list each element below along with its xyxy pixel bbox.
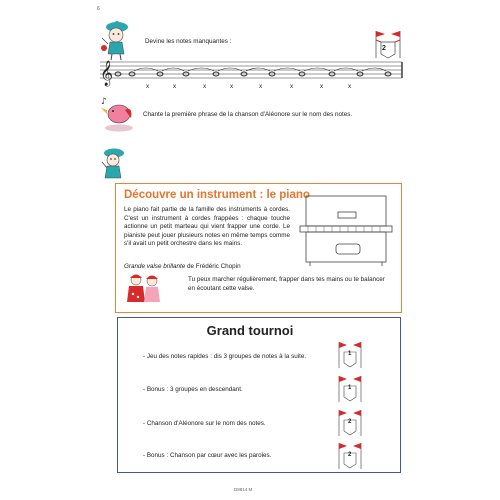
footer-code: D8814 M [234, 487, 253, 492]
page-number: 6 [97, 6, 100, 12]
tournament-badge-number: 2 [348, 419, 352, 425]
tournament-item: - Chanson d'Aléonore sur le nom des notes. [143, 420, 266, 427]
caption-title: Grande valse brillante [124, 263, 186, 270]
tournament-title: Grand tournoi [206, 323, 294, 338]
staff-mark: x [259, 83, 263, 90]
tournament-badge-number: 1 [348, 351, 352, 357]
piano-icon [296, 192, 394, 268]
staff-mark: x [348, 83, 352, 90]
exercise-badge-number: 2 [382, 45, 386, 52]
tournament-badge-number: 2 [348, 452, 352, 458]
discover-note: Tu peux marcher régulièrement, frapper dans tes mains ou te balancer en écoutant cette valse. [188, 276, 385, 292]
song-instruction: Chante la première phrase de la chanson d'Aléonore sur le nom des notes. [143, 111, 353, 118]
beret-character-icon [98, 146, 130, 182]
tournament-item: - Bonus : Chanson par cœur avec les paroles. [143, 452, 272, 459]
discover-caption [124, 263, 241, 272]
singing-bird-icon [99, 92, 137, 136]
caption-author: de Frédéric Chopin [185, 263, 241, 270]
staff-mark: x [320, 83, 324, 90]
music-staff [96, 56, 406, 90]
discover-paragraph: Le piano fait partie de la famille des instruments à cordes. C'est un instrument à cordes frappées : chaque touche actionne un petit marteau qui vient frapper une corde. Le pianiste peut jouer plusieurs notes en même temps comme s'il avait un petit orchestre dans les mains. [124, 206, 290, 248]
tournament-badge-number: 1 [348, 385, 352, 391]
exercise-instruction: Devine les notes manquantes : [145, 38, 232, 45]
discover-title: Découvre un instrument : le piano [124, 189, 310, 201]
tournament-item: - Jeu des notes rapides : dis 3 groupes de notes à la suite. [143, 353, 307, 360]
tournament-item: - Bonus : 3 groupes en descendant. [143, 386, 243, 393]
dancing-couple-icon [124, 272, 164, 308]
staff-mark: x [230, 83, 234, 90]
staff-mark: x [146, 83, 150, 90]
staff-mark: x [203, 83, 207, 90]
staff-mark: x [290, 83, 294, 90]
treble-clef-icon: 𝄞 [100, 61, 114, 86]
staff-mark: x [173, 83, 177, 90]
svg-text:♪: ♪ [101, 97, 107, 107]
